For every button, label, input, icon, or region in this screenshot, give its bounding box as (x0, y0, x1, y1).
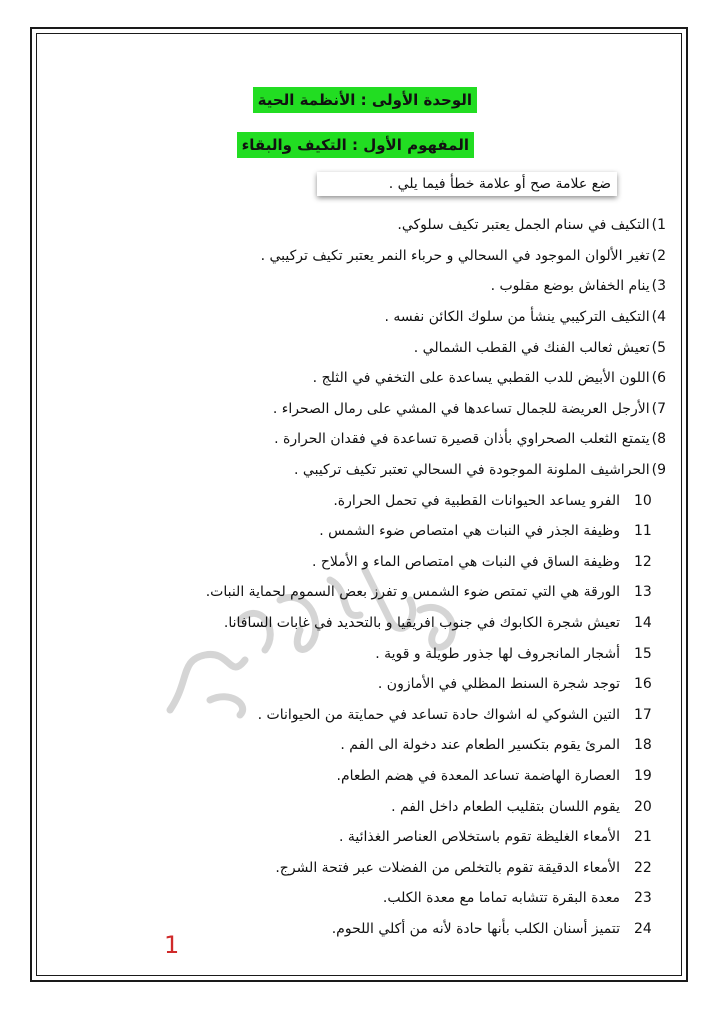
list-item (66, 210, 666, 241)
item-number: 3) (651, 278, 666, 295)
list-item (66, 852, 666, 883)
item-text: الأمعاء الدقيقة تقوم بالتخلص من الفضلات عبر فتحة الشرج. (275, 859, 620, 876)
list-item (66, 394, 666, 425)
item-text: الأمعاء الغليظة تقوم باستخلاص العناصر الغذائية . (339, 829, 620, 846)
item-text: وظيفة الساق في النبات هي امتصاص الماء و الأملاح . (311, 553, 620, 570)
item-text: الفرو يساعد الحيوانات القطبية في تحمل الحرارة. (333, 492, 620, 509)
item-number: 11 (634, 523, 652, 540)
item-number: 17 (634, 706, 652, 723)
list-item (66, 485, 666, 516)
item-text: العصارة الهاضمة تساعد المعدة في هضم الطعام. (336, 767, 620, 784)
list-item (66, 638, 666, 669)
list-item (66, 730, 666, 761)
item-number: 6) (651, 370, 666, 387)
item-text: أشجار المانجروف لها جذور طويلة و قوية . (375, 645, 620, 662)
item-text: تغير الألوان الموجود في السحالي و حرباء النمر يعتبر تكيف تركيبي . (260, 247, 650, 264)
list-item (66, 547, 666, 578)
list-item (66, 669, 666, 700)
item-number: 7) (651, 400, 666, 417)
item-number: 15 (634, 645, 652, 662)
item-number: 14 (634, 615, 652, 632)
page-number: 1 (164, 931, 180, 959)
item-text: التكيف في سنام الجمل يعتبر تكيف سلوكي. (397, 217, 650, 234)
item-text: وظيفة الجذر في النبات هي امتصاص ضوء الشمس . (319, 523, 620, 540)
item-text: اللون الأبيض للدب القطبي يساعدة على التخفي في الثلج . (312, 370, 650, 387)
item-number: 16 (634, 676, 652, 693)
list-item (66, 822, 666, 853)
list-item (66, 332, 666, 363)
item-text: يتمتع الثعلب الصحراوي بأذان قصيرة تساعدة في فقدان الحرارة . (274, 431, 650, 448)
list-item (66, 577, 666, 608)
item-number: 21 (634, 829, 652, 846)
item-text: تعيش ثعالب الفنك في القطب الشمالي . (413, 339, 650, 356)
item-text: الورقة هي التي تمتص ضوء الشمس و تفرز بعض السموم لحماية النبات. (205, 584, 620, 601)
item-text: تتميز أسنان الكلب بأنها حادة لأنه من أكلي اللحوم. (331, 920, 620, 937)
list-item (66, 363, 666, 394)
item-number: 23 (634, 890, 652, 907)
item-number: 19 (634, 767, 652, 784)
list-item (66, 241, 666, 272)
list-item (66, 302, 666, 333)
list-item (66, 791, 666, 822)
item-text: تعيش شجرة الكابوك في جنوب افريقيا و بالتحديد في غابات السافانا. (223, 615, 620, 632)
list-item (66, 883, 666, 914)
item-number: 9) (651, 462, 666, 479)
item-text: المرئ يقوم بتكسير الطعام عند دخولة الى الفم . (340, 737, 620, 754)
unit-title: الوحدة الأولى : الأنظمة الحية (253, 87, 477, 113)
item-number: 24 (634, 920, 652, 937)
item-text: ينام الخفاش بوضع مقلوب . (490, 278, 650, 295)
item-text: التكيف التركيبي ينشأ من سلوك الكائن نفسه . (384, 309, 650, 326)
instruction-box (317, 172, 617, 196)
list-item (66, 914, 666, 945)
list-item (66, 424, 666, 455)
item-number: 22 (634, 859, 652, 876)
list-item (66, 516, 666, 547)
item-number: 5) (651, 339, 666, 356)
item-text: التين الشوكي له اشواك حادة تساعد في حمايتة من الحيوانات . (257, 706, 620, 723)
instruction-text: ضع علامة صح أو علامة خطأ فيما يلي . (388, 176, 611, 192)
concept-title: المفهوم الأول : التكيف والبقاء (237, 132, 474, 158)
item-number: 12 (634, 553, 652, 570)
list-item (66, 608, 666, 639)
list-item (66, 700, 666, 731)
item-text: الأرجل العريضة للجمال تساعدها في المشي على رمال الصحراء . (272, 400, 650, 417)
item-number: 8) (651, 431, 666, 448)
item-number: 4) (651, 309, 666, 326)
item-number: 1) (651, 217, 666, 234)
item-text: معدة البقرة تتشابه تماما مع معدة الكلب. (382, 890, 620, 907)
item-number: 10 (634, 492, 652, 509)
item-number: 13 (634, 584, 652, 601)
item-number: 2) (651, 247, 666, 264)
item-text: يقوم اللسان بتقليب الطعام داخل الفم . (391, 798, 620, 815)
statement-list (66, 210, 666, 944)
list-item (66, 271, 666, 302)
list-item (66, 455, 666, 486)
list-item (66, 761, 666, 792)
item-number: 18 (634, 737, 652, 754)
item-number: 20 (634, 798, 652, 815)
item-text: الحراشيف الملونة الموجودة في السحالي تعتبر تكيف تركيبي . (294, 462, 650, 479)
item-text: توجد شجرة السنط المظلي في الأمازون . (377, 676, 620, 693)
